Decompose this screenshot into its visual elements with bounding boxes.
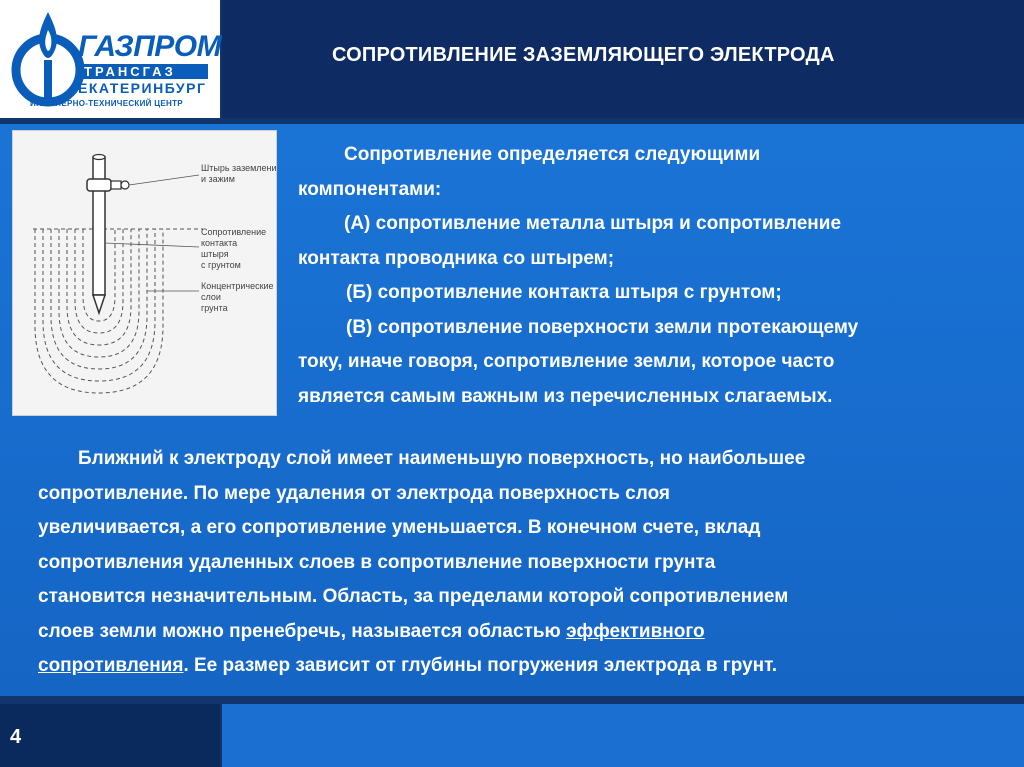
grounding-electrode-diagram bbox=[12, 130, 277, 416]
components-paragraph bbox=[298, 138, 998, 414]
para2-line7-text: . Ее размер зависит от глубины погружения электрода в грунт. bbox=[183, 655, 778, 676]
label-layers-line1: Концентрические bbox=[201, 281, 274, 291]
label-rod-line1: Штырь заземления bbox=[201, 163, 276, 173]
label-contact-line3: штыря bbox=[201, 249, 229, 259]
para2-line: сопротивление. По мере удаления от электрода поверхность слоя bbox=[38, 482, 671, 504]
logo-main-text: ГАЗПРОМ bbox=[78, 30, 222, 63]
para2-line6-text: слоев земли можно пренебречь, называется областью bbox=[38, 620, 567, 642]
slide-content bbox=[0, 124, 1024, 696]
label-layers-line2: слои bbox=[201, 292, 221, 302]
label-layers-line3: грунта bbox=[201, 303, 228, 313]
logo-subtitle-1: ТРАНСГАЗ bbox=[80, 64, 208, 79]
para1-line: току, иначе говоря, сопротивление земли, которое часто bbox=[298, 351, 835, 372]
para1-line: компонентами: bbox=[298, 178, 442, 200]
company-logo bbox=[0, 0, 220, 118]
ground-rod-icon bbox=[87, 155, 129, 314]
para2-line bbox=[38, 649, 998, 684]
page-number: 4 bbox=[10, 726, 22, 748]
effective-resistance-link[interactable]: эффективного bbox=[566, 620, 705, 642]
para2-line bbox=[38, 615, 998, 650]
label-rod-line2: и зажим bbox=[201, 174, 235, 184]
logo-subtitle-2: ЕКАТЕРИНБУРГ bbox=[78, 80, 207, 96]
label-contact-line1: Сопротивление bbox=[201, 227, 267, 237]
title-bar bbox=[222, 0, 1024, 118]
label-contact-line2: контакта bbox=[201, 238, 238, 248]
para1-line: является самым важным из перечисленных слагаемых. bbox=[298, 385, 833, 407]
para1-line: Сопротивление определяется следующими bbox=[344, 144, 761, 165]
para1-line: (Б) сопротивление контакта штыря с грунтом; bbox=[346, 282, 782, 303]
para1-line: (А) сопротивление металла штыря и сопротивление bbox=[344, 213, 842, 234]
explanation-paragraph bbox=[38, 442, 998, 684]
label-contact-line4: с грунтом bbox=[201, 260, 241, 270]
para2-line: увеличивается, а его сопротивление уменьшается. В конечном счете, вклад bbox=[38, 517, 761, 538]
para1-line: (В) сопротивление поверхности земли протекающему bbox=[346, 316, 859, 338]
effective-resistance-link-cont[interactable]: сопротивления bbox=[38, 655, 184, 676]
para2-line: становится незначительным. Область, за пределами которой сопротивлением bbox=[38, 586, 789, 607]
footer-left-panel bbox=[0, 704, 220, 767]
para1-line: контакта проводника со штырем; bbox=[298, 247, 615, 269]
footer-right-panel bbox=[222, 704, 1024, 767]
slide-title: СОПРОТИВЛЕНИЕ ЗАЗЕМЛЯЮЩЕГО ЭЛЕКТРОДА bbox=[332, 44, 835, 66]
para2-line: сопротивления удаленных слоев в сопротивление поверхности грунта bbox=[38, 551, 716, 573]
para2-line: Ближний к электроду слой имеет наименьшую поверхность, но наибольшее bbox=[78, 448, 806, 469]
logo-subtitle-3: ИНЖЕНЕРНО-ТЕХНИЧЕСКИЙ ЦЕНТР bbox=[30, 99, 183, 108]
